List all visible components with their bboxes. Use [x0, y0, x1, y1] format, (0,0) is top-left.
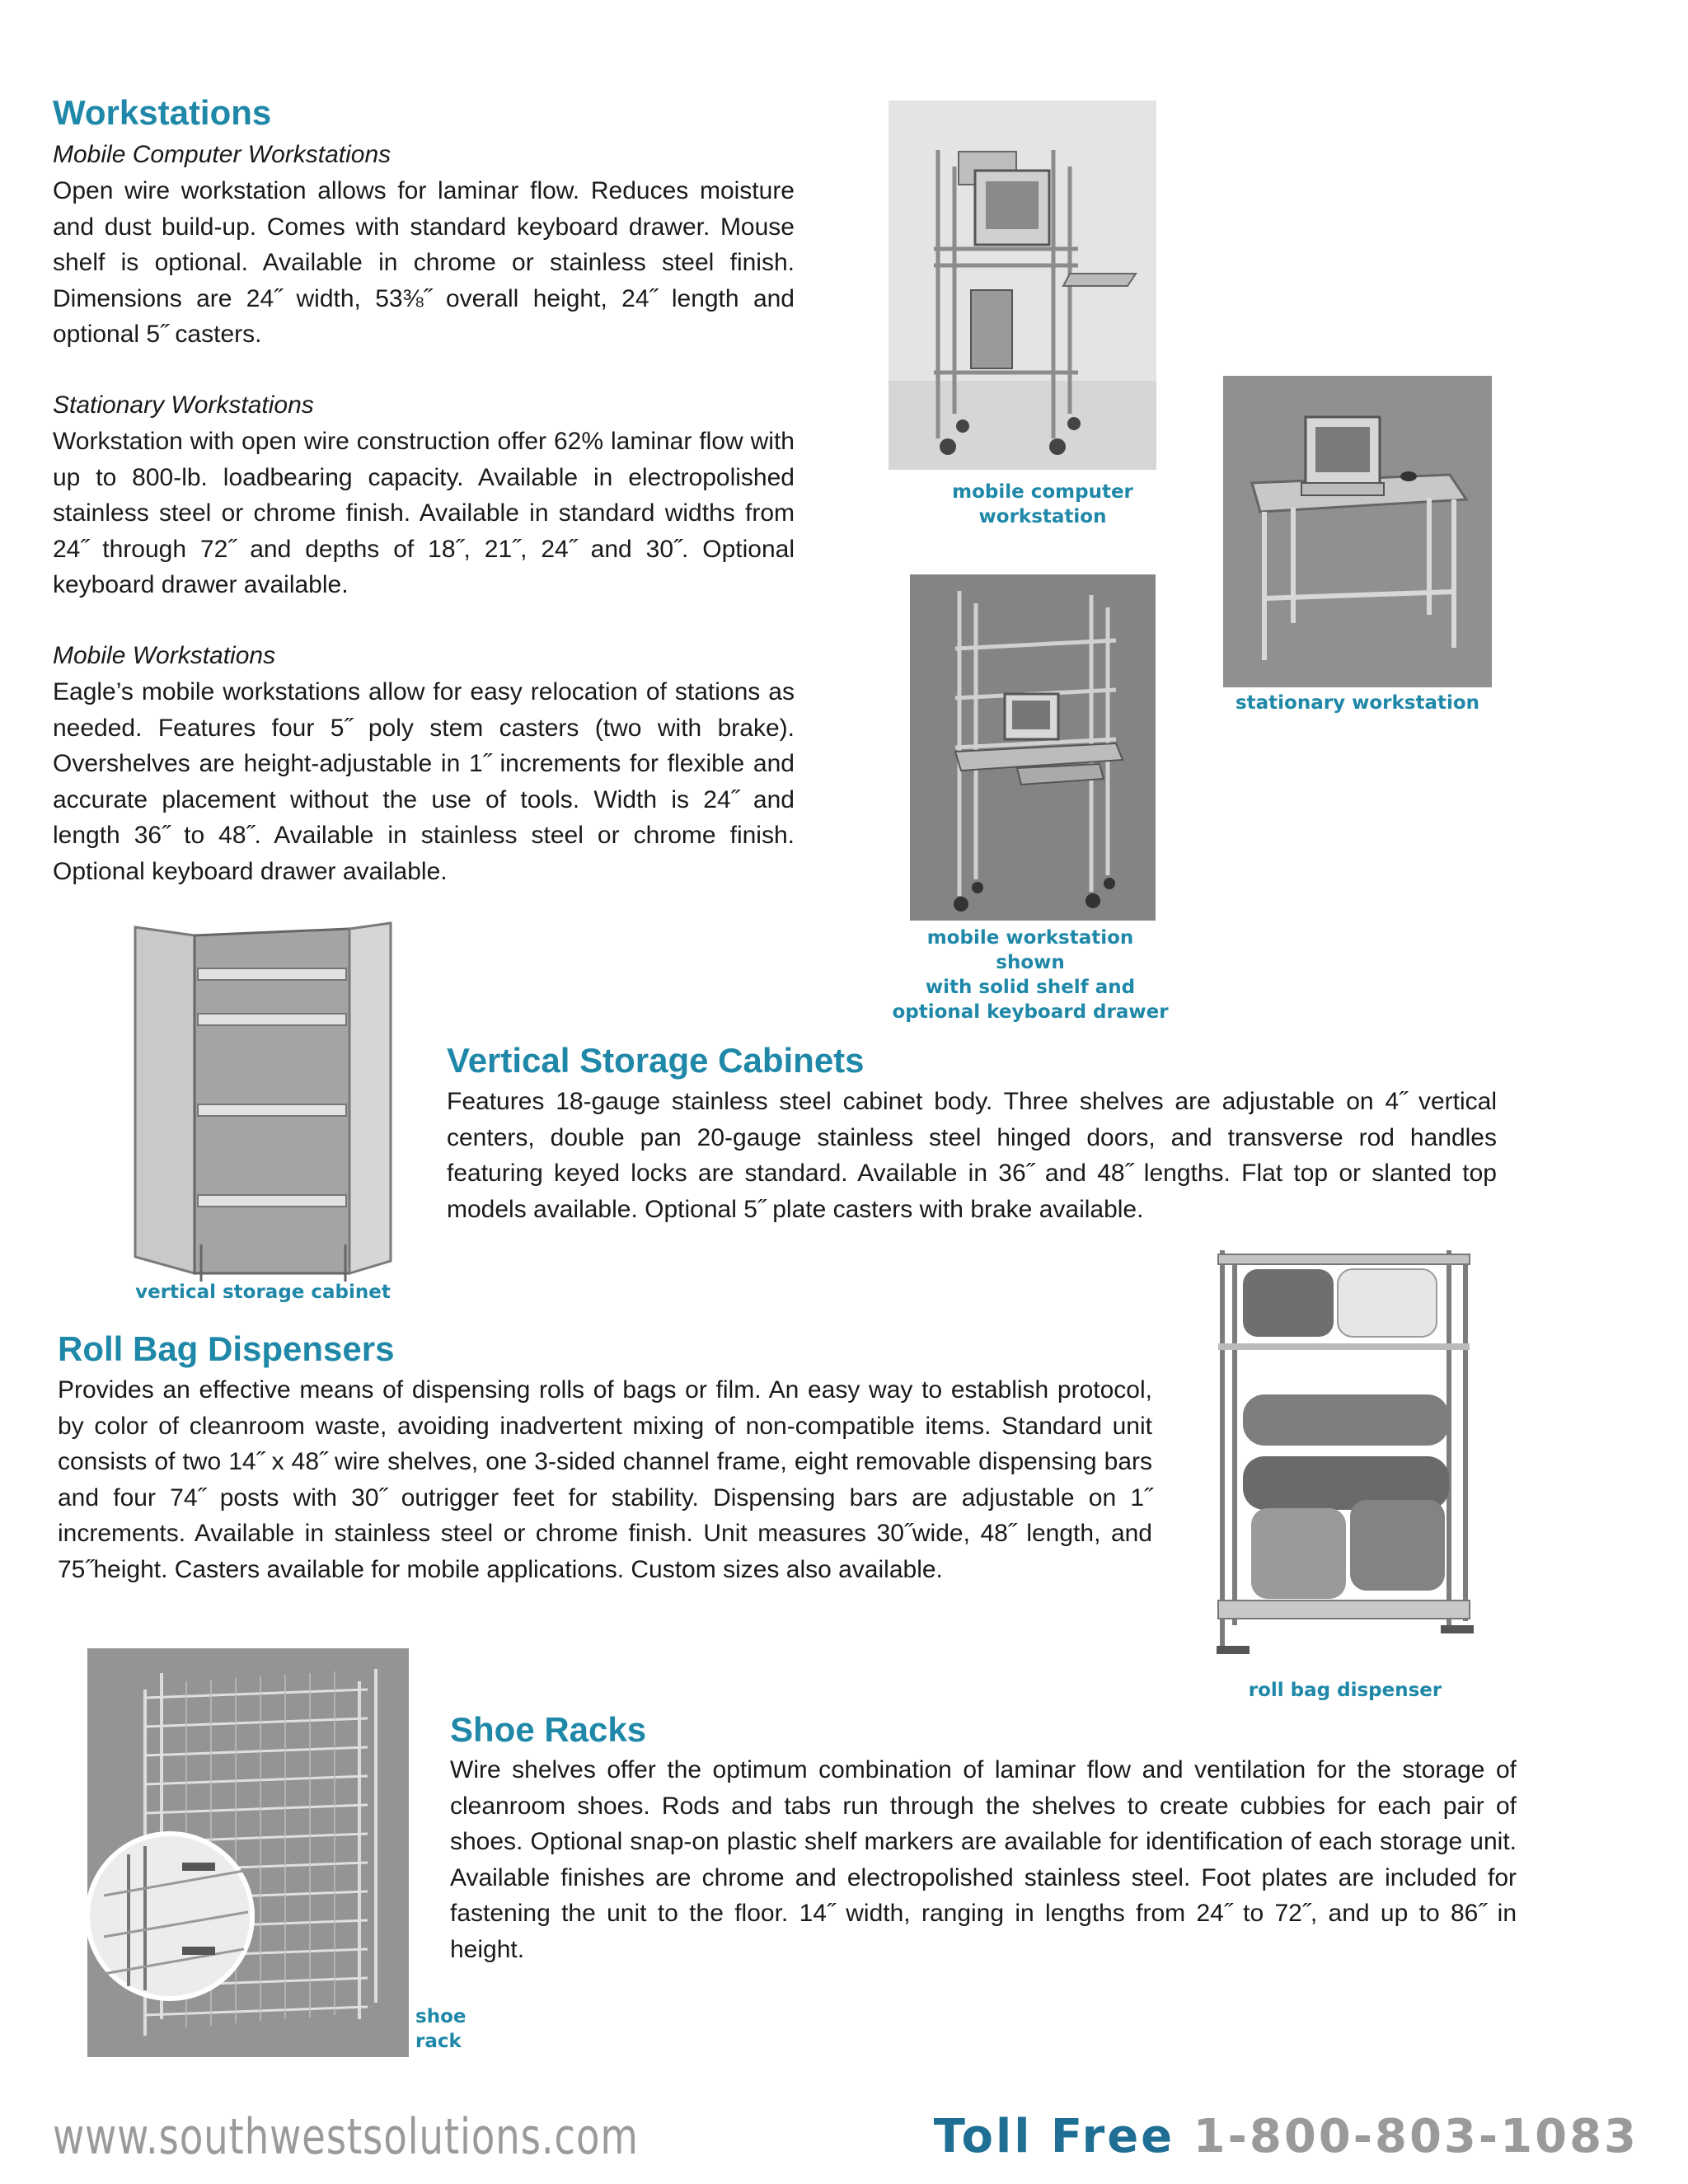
mobile-computer-subtitle: Mobile Computer Workstations: [53, 141, 392, 168]
roll-bag-dispenser-photo: [1202, 1246, 1489, 1658]
phone-number[interactable]: 1-800-803-1083: [1193, 2110, 1639, 2163]
footer-website[interactable]: www.southwestsolutions.com: [53, 2108, 639, 2166]
stationary-caption: stationary workstation: [1235, 692, 1480, 714]
mobile-workstation-photo: [910, 574, 1156, 921]
footer-phone: [934, 2110, 1639, 2164]
roll-bag-dispenser-caption: roll bag dispenser: [1248, 1680, 1442, 1701]
stationary-text: Workstation with open wire construction offer 62% laminar flow with up to 800-lb. loadbearing capacity. Available in electropolished stainless steel or chrome finish. Available in standard widths from 24˝ through 72˝ and depths of 18˝, 21˝, 24˝ and 30˝. Optional keyboard drawer available.: [53, 428, 795, 598]
mobile-workstation-caption: mobile workstation shown with solid shelf and optional keyboard drawer: [892, 927, 1169, 1023]
shoe-racks-heading: Shoe Racks: [450, 1710, 647, 1749]
shoe-rack-caption: shoe rack: [415, 2006, 467, 2052]
roll-bag-dispensers-heading: Roll Bag Dispensers: [58, 1329, 395, 1368]
roll-bag-dispensers-text: Provides an effective means of dispensing rolls of bags or film. An easy way to establish protocol, by color of cleanroom waste, avoiding inadvertent mixing of non-compatible items. Standard unit consists of two 14˝ x 48˝ wire shelves, one 3-sided channel frame, eight removable dispensing bars and four 74˝ posts with 30˝ outrigger feet for stability. Dispensing bars are adjustable on 1˝ increments. Available in stainless steel or chrome finish. Unit measures 30˝wide, 48˝ length, and 75˝height. Casters available for mobile applications. Custom sizes also available.: [58, 1376, 1152, 1583]
toll-free-label: Toll Free: [933, 2110, 1175, 2163]
mobile-ws-subtitle: Mobile Workstations: [53, 642, 276, 669]
vertical-storage-cabinets-heading: Vertical Storage Cabinets: [447, 1041, 865, 1080]
mobile-computer-caption: mobile computer workstation: [952, 481, 1133, 527]
stationary-workstation-photo: [1223, 376, 1492, 687]
vertical-storage-cabinet-caption: vertical storage cabinet: [135, 1282, 391, 1303]
workstations-heading: Workstations: [53, 93, 272, 132]
vertical-storage-cabinets-text: Features 18-gauge stainless steel cabinet body. Three shelves are adjustable on 4˝ vertical centers, double pan 20-gauge stainless steel hinged doors, and transverse rod handles featuring keyed locks are standard. Available in 36˝ and 48˝ lengths. Flat top or slanted top models available. Optional 5˝ plate casters with brake available.: [447, 1088, 1497, 1223]
shoe-rack-photo: [87, 1648, 409, 2057]
mobile-ws-text: Eagle’s mobile workstations allow for easy relocation of stations as needed. Features four 5˝ poly stem casters (two with brake). Overshelves are height-adjustable in 1˝ increments for flexible and accurate placement without the use of tools. Width is 24˝ and length 36˝ to 48˝. Available in stainless steel or chrome finish. Optional keyboard drawer available.: [53, 678, 795, 885]
stationary-subtitle: Stationary Workstations: [53, 391, 314, 419]
mobile-computer-text: Open wire workstation allows for laminar flow. Reduces moisture and dust build-up. Comes with standard keyboard drawer. Mouse shelf is optional. Available in chrome or stainless steel finish. Dimensions are 24˝ width, 53⅜˝ overall height, 24˝ length and optional 5˝ casters.: [53, 177, 795, 348]
shoe-racks-text: Wire shelves offer the optimum combination of laminar flow and ventilation for the storage of cleanroom shoes. Rods and tabs run through the shelves to create cubbies for each pair of shoes. Optional snap-on plastic shelf markers are available for identification of each storage unit. Available finishes are chrome and electropolished stainless steel. Foot plates are included for fastening the unit to the floor. 14˝ width, ranging in lengths from 24˝ to 72˝, and up to 86˝ in height.: [450, 1756, 1517, 1963]
mobile-computer-workstation-photo: [889, 101, 1156, 470]
vertical-storage-cabinet-photo: [119, 919, 407, 1285]
